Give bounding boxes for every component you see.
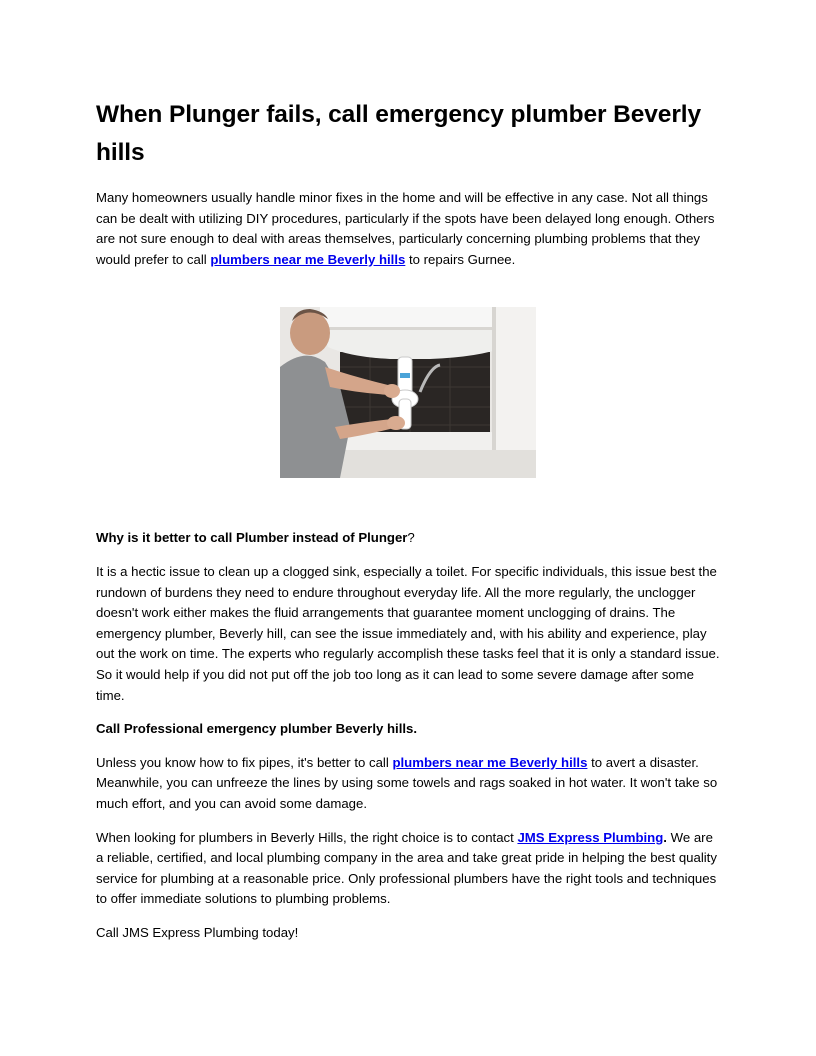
paragraph-jms: When looking for plumbers in Beverly Hills, the right choice is to contact JMS Express Plumbing. We are a reliable, certified, and local plumbing company in the area and take great pride in helping the best quality service for plumbing at a reasonable price. Only professional plumbers have the right tools and techniques to offer immediate solutions to plumbing problems. [96,829,717,907]
photo-container [96,307,720,478]
plumbers-near-me-link-2[interactable]: plumbers near me Beverly hills [392,754,588,770]
section-heading-professional: Call Professional emergency plumber Beverly hills. [96,721,418,737]
jms-express-plumbing-link[interactable]: JMS Express Plumbing [517,829,664,845]
plumber-photo [280,307,536,478]
section-body-why: It is a hectic issue to clean up a clogged sink, especially a toilet. For specific individuals, this issue best the rundown of burdens they need to endure throughout everyday life. All the more regularly, the unclogger doesn't work either makes the fluid arrangements that guarantee moment unclogging of drains. The emergency plumber, Beverly hill, can see the issue immediately and, with his ability and experience, play out the work on time. The experts who regularly accomplish these tasks feel that it is only a standard issue. So it would help if you did not put off the job too long as it can lead to some severe damage after some time. [96,563,720,703]
document-page [96,96,720,956]
closing-line: Call JMS Express Plumbing today! [96,924,299,940]
paragraph-unless: Unless you know how to fix pipes, it's better to call plumbers near me Beverly hills to avert a disaster. Meanwhile, you can unfreeze the lines by using some towels and rags soaked in hot water. It won't take so much effort, and you can avoid some damage. [96,754,718,811]
page-title: When Plunger fails, call emergency plumber Beverly hills [96,101,701,166]
plumbers-near-me-link[interactable]: plumbers near me Beverly hills [210,251,406,267]
section-heading-why: Why is it better to call Plumber instead of Plunger? [96,530,415,546]
intro-paragraph: Many homeowners usually handle minor fixes in the home and will be effective in any case. Not all things can be dealt with utilizing DIY procedures, particularly if the spots have been delayed long enough. Others are not sure enough to deal with areas themselves, particularly concerning plumbing problems that they would prefer to call plumbers near me Beverly hills to repairs Gurnee. [96,190,715,267]
